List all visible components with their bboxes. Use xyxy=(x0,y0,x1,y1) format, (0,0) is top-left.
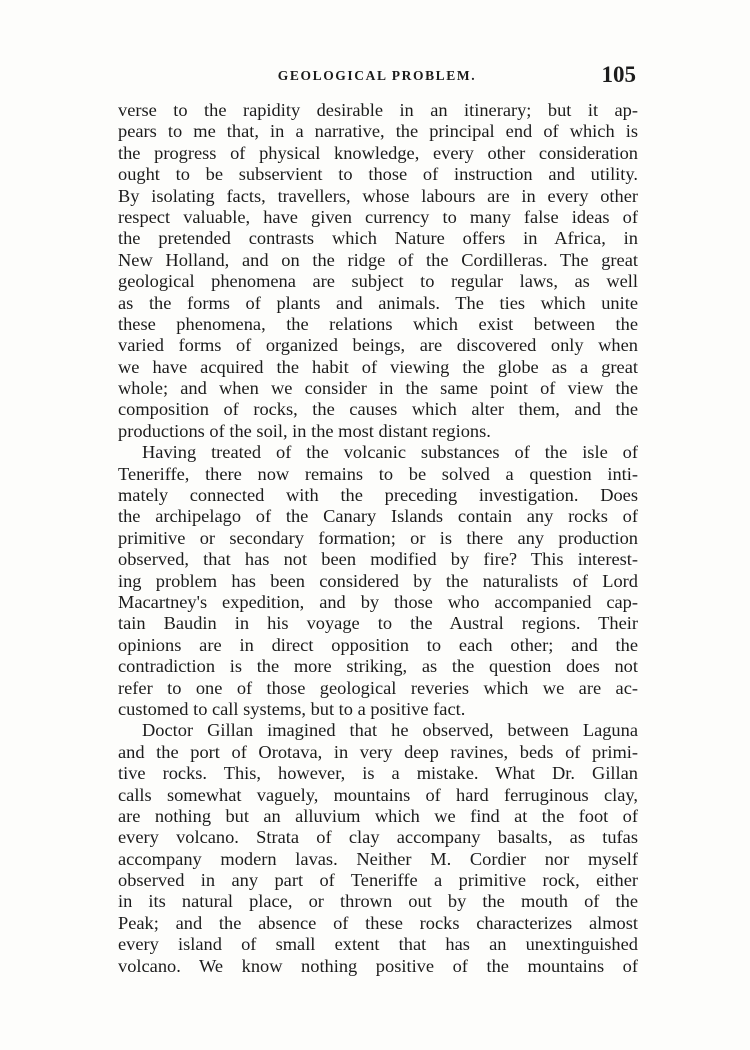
paragraph xyxy=(118,442,638,720)
text-line: are nothing but an alluvium which we find at the foot of xyxy=(118,805,638,826)
text-line: observed in any part of Teneriffe a primitive rock, either xyxy=(118,870,638,891)
text-line: composition of rocks, the causes which alter them, and the xyxy=(118,399,638,420)
text-line: Macartney's expedition, and by those who accompanied cap- xyxy=(118,591,638,612)
text-line: primitive or secondary formation; or is there any production xyxy=(118,527,638,548)
text-line: in its natural place, or thrown out by the mouth of the xyxy=(118,891,638,912)
text-line: varied forms of organized beings, are discovered only when xyxy=(118,335,638,356)
text-line: calls somewhat vaguely, mountains of hard ferruginous clay, xyxy=(118,784,638,805)
text-line: By isolating facts, travellers, whose labours are in every other xyxy=(118,185,638,206)
text-line: as the forms of plants and animals. The ties which unite xyxy=(118,292,638,313)
text-line: the archipelago of the Canary Islands contain any rocks of xyxy=(118,506,638,527)
paragraph xyxy=(118,720,638,977)
text-line: productions of the soil, in the most distant regions. xyxy=(118,420,491,441)
text-line: observed, that has not been modified by fire? This interest- xyxy=(118,549,638,570)
text-line: customed to call systems, but to a positive fact. xyxy=(118,698,466,719)
text-line: mately connected with the preceding investigation. Does xyxy=(118,485,638,506)
text-line: tive rocks. This, however, is a mistake. What Dr. Gillan xyxy=(118,763,638,784)
text-line: accompany modern lavas. Neither M. Cordier nor myself xyxy=(118,848,638,869)
text-line: volcano. We know nothing positive of the mountains of xyxy=(118,955,638,976)
text-line: we have acquired the habit of viewing the globe as a great xyxy=(118,356,638,377)
running-title: GEOLOGICAL PROBLEM. xyxy=(277,68,477,83)
text-line: and the port of Orotava, in very deep ravines, beds of primi- xyxy=(118,741,638,762)
text-line: contradiction is the more striking, as the question does not xyxy=(118,656,638,677)
text-line: geological phenomena are subject to regular laws, as well xyxy=(118,271,638,292)
text-line: opinions are in direct opposition to each other; and the xyxy=(118,634,638,655)
text-line: whole; and when we consider in the same point of view the xyxy=(118,378,638,399)
text-line: the progress of physical knowledge, every other consideration xyxy=(118,142,638,163)
text-line: ought to be subservient to those of instruction and utility. xyxy=(118,164,638,185)
text-line: ing problem has been considered by the naturalists of Lord xyxy=(118,570,638,591)
text-line: the pretended contrasts which Nature offers in Africa, in xyxy=(118,228,638,249)
text-line: verse to the rapidity desirable in an itinerary; but it ap- xyxy=(118,100,638,120)
paragraph xyxy=(118,100,638,442)
page-number: 105 xyxy=(601,62,636,87)
body-text xyxy=(118,100,638,977)
text-line: every island of small extent that has an unextinguished xyxy=(118,934,638,955)
text-line: respect valuable, have given currency to many false ideas of xyxy=(118,206,638,227)
running-header xyxy=(118,64,636,98)
text-line: Teneriffe, there now remains to be solved a question inti- xyxy=(118,463,638,484)
text-line: Doctor Gillan imagined that he observed, between Laguna xyxy=(142,720,638,741)
text-line: pears to me that, in a narrative, the principal end of which is xyxy=(118,121,638,142)
text-line: refer to one of those geological reveries which we are ac- xyxy=(118,677,638,698)
text-line: these phenomena, the relations which exist between the xyxy=(118,313,638,334)
text-line: Having treated of the volcanic substances of the isle of xyxy=(142,442,638,463)
text-line: Peak; and the absence of these rocks characterizes almost xyxy=(118,912,638,933)
text-line: New Holland, and on the ridge of the Cordilleras. The great xyxy=(118,249,638,270)
text-line: every volcano. Strata of clay accompany basalts, as tufas xyxy=(118,827,638,848)
text-line: tain Baudin in his voyage to the Austral regions. Their xyxy=(118,613,638,634)
